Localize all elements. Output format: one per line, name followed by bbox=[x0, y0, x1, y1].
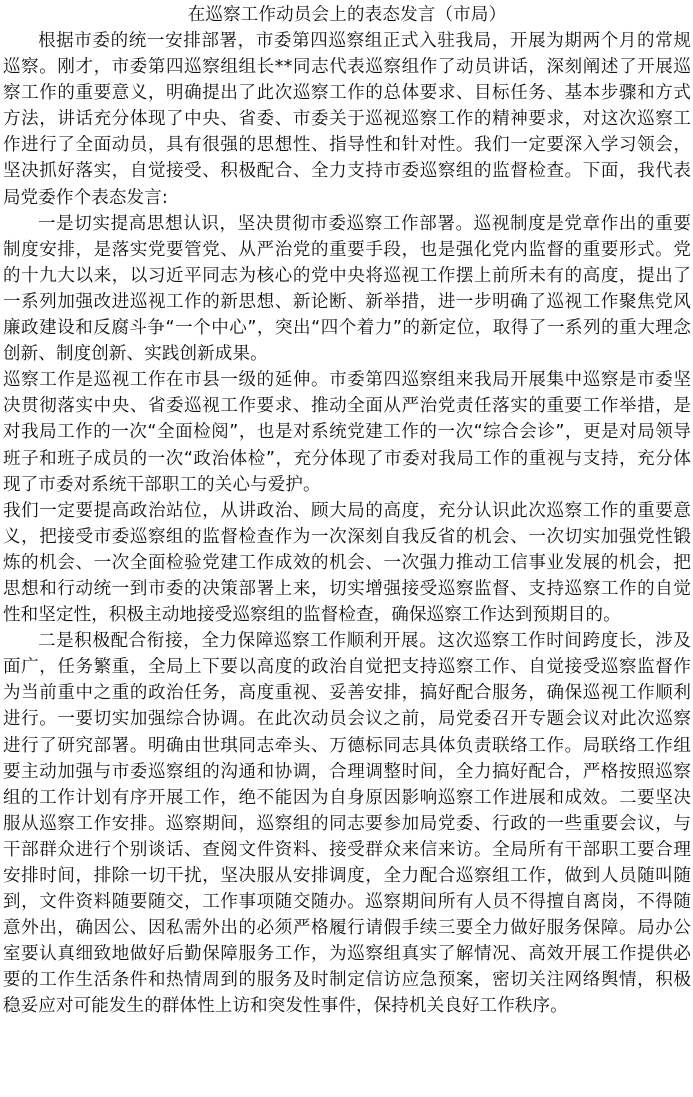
paragraph-political-stance: 我们一定要提高政治站位，从讲政治、顾大局的高度，充分认识此次巡察工作的重要意义，把接受市委巡察组的监督检查作为一次深刻自我反省的机会、一次切实加强党性锻炼的机会、一次全面检验党建工作成效的机会、一次强力推动工信事业发展的机会，把思想和行动统一到市委的决策部署上来，切实增强接受巡察监督、支持巡察工作的自觉性和坚定性，积极主动地接受巡察组的监督检查，确保巡察工作达到预期目的。 bbox=[3, 500, 691, 626]
paragraph-point-two: 二是积极配合衔接，全力保障巡察工作顺利开展。这次巡察工作时间跨度长，涉及面广，任务繁重，全局上下要以高度的政治自觉把支持巡察工作、自觉接受巡察监督作为当前重中之重的政治任务，高度重视、妥善安排，搞好配合服务，确保巡视工作顺利进行。一要切实加强综合协调。在此次动员会议之前，局党委召开专题会议对此次巡察进行了研究部署。明确由世琪同志牵头、万德标同志具体负责联络工作。局联络工作组要主动加强与市委巡察组的沟通和协调，合理调整时间，全力搞好配合，严格按照巡察组的工作计划有序开展工作，绝不能因为自身原因影响巡察工作进展和成效。二要坚决服从巡察工作安排。巡察期间，巡察组的同志要参加局党委、行政的一些重要会议，与干部群众进行个别谈话、查阅文件资料、接受群众来信来访。全局所有干部职工要合理安排时间，排除一切干扰，坚决服从安排调度，全力配合巡察组工作，做到人员随叫随到，文件资料随要随交，工作事项随交随办。巡察期间所有人员不得擅自离岗，不得随意外出，确因公、因私需外出的必须严格履行请假手续三要全力做好服务保障。局办公室要认真细致地做好后勤保障服务工作，为巡察组真实了解情况、高效开展工作提供必要的工作生活条件和热情周到的服务及时制定信访应急预案，密切关注网络舆情，积极稳妥应对可能发生的群体性上访和突发性事件，保持机关良好工作秩序。 bbox=[3, 631, 691, 1017]
document-title: 在巡察工作动员会上的表态发言（市局） bbox=[187, 5, 507, 25]
paragraph-intro: 根据市委的统一安排部署，市委第四巡察组正式入驻我局，开展为期两个月的常规巡察。刚才，市委第四巡察组组长**同志代表巡察组作了动员讲话，深刻阐述了开展巡察工作的重要意义，明确提出了此次巡察工作的总体要求、目标任务、基本步骤和方式方法，讲话充分体现了中央、省委、市委关于巡视巡察工作的精神要求，对这次巡察工作进行了全面动员，具有很强的思想性、指导性和针对性。我们一定要深入学习领会，坚决抓好落实，自觉接受、积极配合、全力支持市委巡察组的监督检查。下面，我代表局党委作个表态发言: bbox=[3, 31, 691, 208]
paragraph-point-one: 一是切实提高思想认识，坚决贯彻市委巡察工作部署。巡视制度是党章作出的重要制度安排，是落实党要管党、从严治党的重要手段，也是强化党内监督的重要形式。党的十九大以来，以习近平同志为核心的党中央将巡视工作摆上前所未有的高度，提出了一系列加强改进巡视工作的新思想、新论断、新举措，进一步明确了巡视工作聚焦党风廉政建设和反腐斗争“一个中心”，突出“四个着力”的新定位，取得了一系列的重大理念创新、制度创新、实践创新成果。 bbox=[3, 213, 691, 365]
paragraph-inspection-extension: 巡察工作是巡视工作在市县一级的延伸。市委第四巡察组来我局开展集中巡察是市委坚决贯彻落实中央、省委巡视工作要求、推动全面从严治党责任落实的重要工作举措，是对我局工作的一次“全面检阅”，也是对系统党建工作的一次“综合会诊”，更是对局领导班子和班子成员的一次“政治体检”，充分体现了市委对我局工作的重视与支持，充分体现了市委对系统干部职工的关心与爱护。 bbox=[3, 370, 691, 495]
